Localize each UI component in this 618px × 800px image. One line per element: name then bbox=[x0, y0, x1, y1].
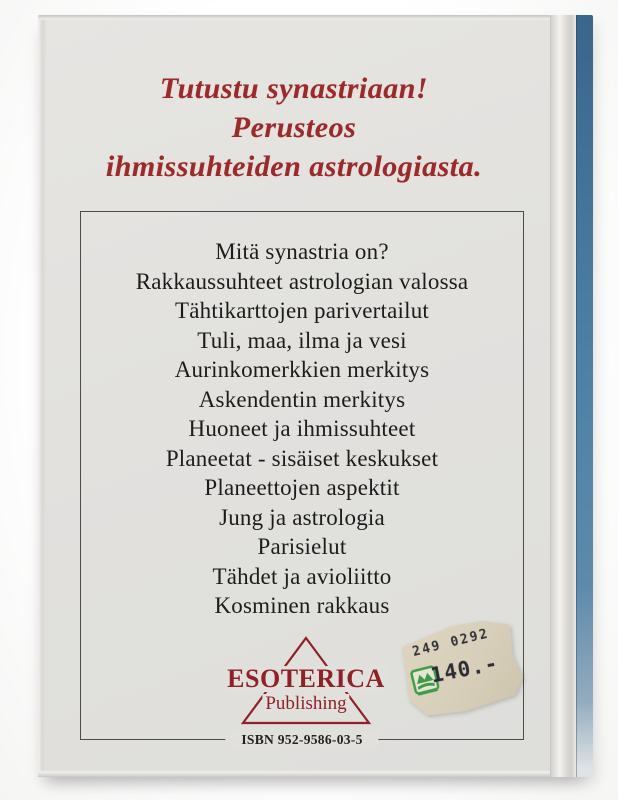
publisher-logo bbox=[227, 635, 385, 727]
isbn-text: ISBN 952-9586-03-5 bbox=[225, 732, 378, 748]
page-block-edge bbox=[551, 15, 576, 777]
headline-line: Tutustu synastriaan! bbox=[159, 72, 429, 105]
headline-line: ihmissuhteiden astrologiasta. bbox=[105, 150, 483, 183]
topic-item: Tähtikarttojen parivertailut bbox=[174, 298, 430, 323]
back-cover-surface bbox=[38, 15, 551, 777]
topic-item: Askendentin merkitys bbox=[198, 386, 406, 412]
topics-list bbox=[81, 237, 523, 621]
topic-item: Mitä synastria on? bbox=[215, 239, 389, 264]
front-cover-edge bbox=[576, 15, 593, 777]
sticker-price: 140.- bbox=[428, 650, 501, 688]
publisher-subtitle: Publishing bbox=[262, 694, 349, 714]
cover-top-edge bbox=[38, 15, 550, 20]
topic-item: Planeetat - sisäiset keskukset bbox=[165, 445, 439, 471]
headline bbox=[38, 69, 550, 186]
cover-bottom-edge bbox=[38, 770, 550, 777]
topic-item: Huoneet ja ihmissuhteet bbox=[188, 416, 416, 441]
cover-left-edge bbox=[38, 15, 46, 777]
topic-item: Tähdet ja avioliitto bbox=[212, 563, 392, 589]
topic-item: Kosminen rakkaus bbox=[214, 593, 390, 618]
topic-item: Aurinkomerkkien merkitys bbox=[174, 357, 430, 382]
book-back-cover bbox=[38, 15, 592, 777]
topic-item: Planeettojen aspektit bbox=[204, 475, 400, 500]
headline-line: Perusteos bbox=[231, 111, 357, 144]
publisher-name: ESOTERICA bbox=[227, 664, 385, 693]
topic-item: Rakkaussuhteet astrologian valossa bbox=[135, 268, 469, 294]
topic-item: Parisielut bbox=[257, 534, 347, 559]
topic-item: Tuli, maa, ilma ja vesi bbox=[197, 327, 407, 353]
sticker-code: 249 0292 bbox=[411, 626, 491, 660]
topic-item: Jung ja astrologia bbox=[219, 504, 385, 530]
